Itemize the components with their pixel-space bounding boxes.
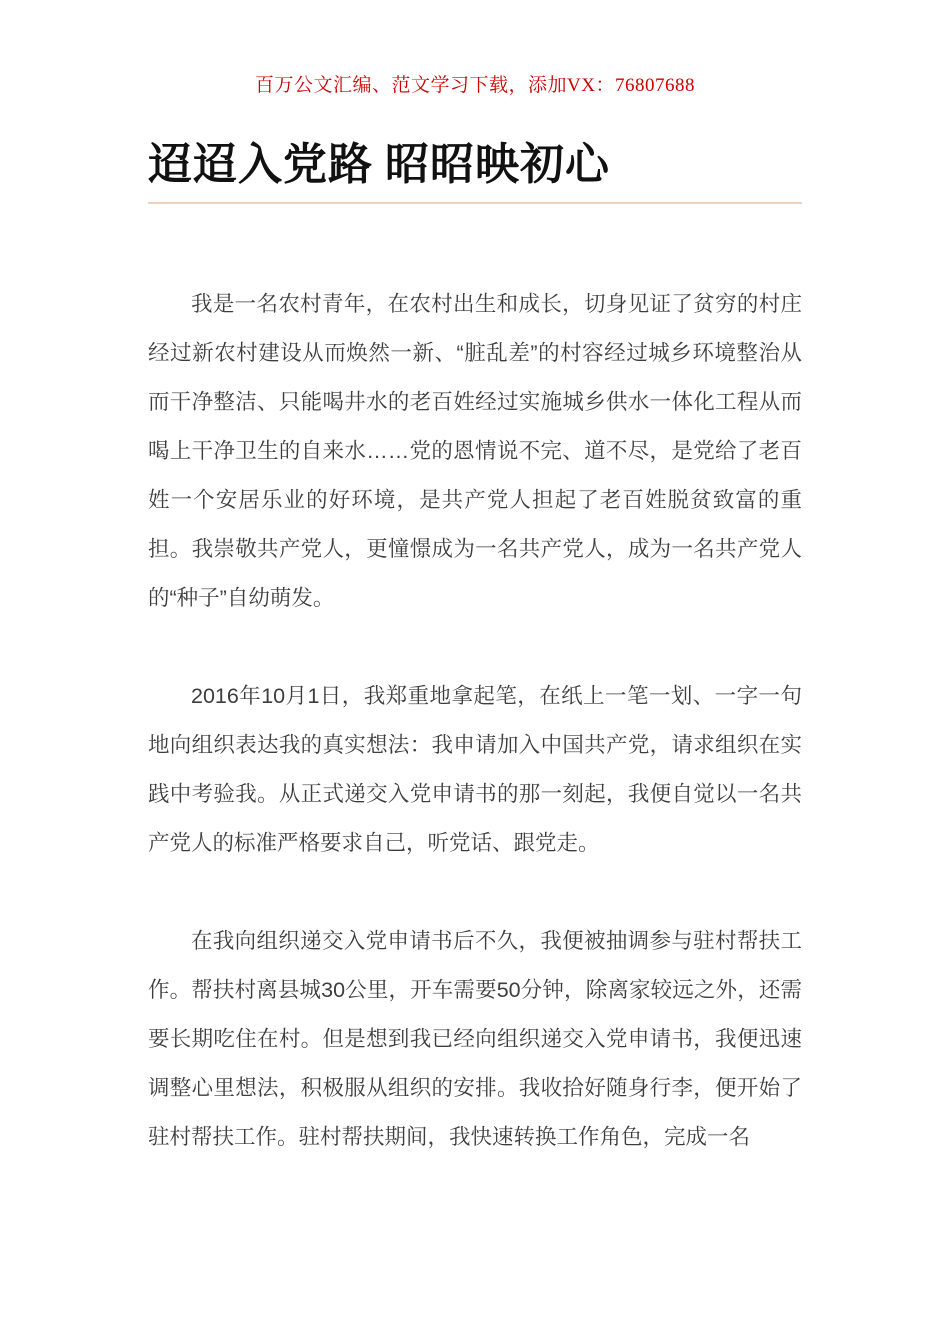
- document-body: [148, 280, 802, 1162]
- title-underline-rule: [148, 202, 802, 204]
- header-promo-notice: 百万公文汇编、范文学习下载，添加VX：76807688: [255, 75, 695, 96]
- paragraph-2: 2016年10月1日，我郑重地拿起笔，在纸上一笔一划、一字一句地向组织表达我的真实想法：我申请加入中国共产党，请求组织在实践中考验我。从正式递交入党申请书的那一刻起，我便自觉以一名共产党人的标准严格要求自己，听党话、跟党走。: [148, 683, 802, 855]
- paragraph-3: 在我向组织递交入党申请书后不久，我便被抽调参与驻村帮扶工作。帮扶村离县城30公里，开车需要50分钟，除离家较远之外，还需要长期吃住在村。但是想到我已经向组织递交入党申请书，我便迅速调整心里想法，积极服从组织的安排。我收拾好随身行李，便开始了驻村帮扶工作。驻村帮扶期间，我快速转换工作角色，完成一名: [148, 928, 802, 1149]
- paragraph-1: 我是一名农村青年，在农村出生和成长，切身见证了贫穷的村庄经过新农村建设从而焕然一新、“脏乱差”的村容经过城乡环境整治从而干净整洁、只能喝井水的老百姓经过实施城乡供水一体化工程从而喝上干净卫生的自来水……党的恩情说不完、道不尽，是党给了老百姓一个安居乐业的好环境，是共产党人担起了老百姓脱贫致富的重担。我崇敬共产党人，更憧憬成为一名共产党人，成为一名共产党人的“种子”自幼萌发。: [148, 291, 802, 610]
- document-title: 迢迢入党路 昭昭映初心: [148, 140, 610, 189]
